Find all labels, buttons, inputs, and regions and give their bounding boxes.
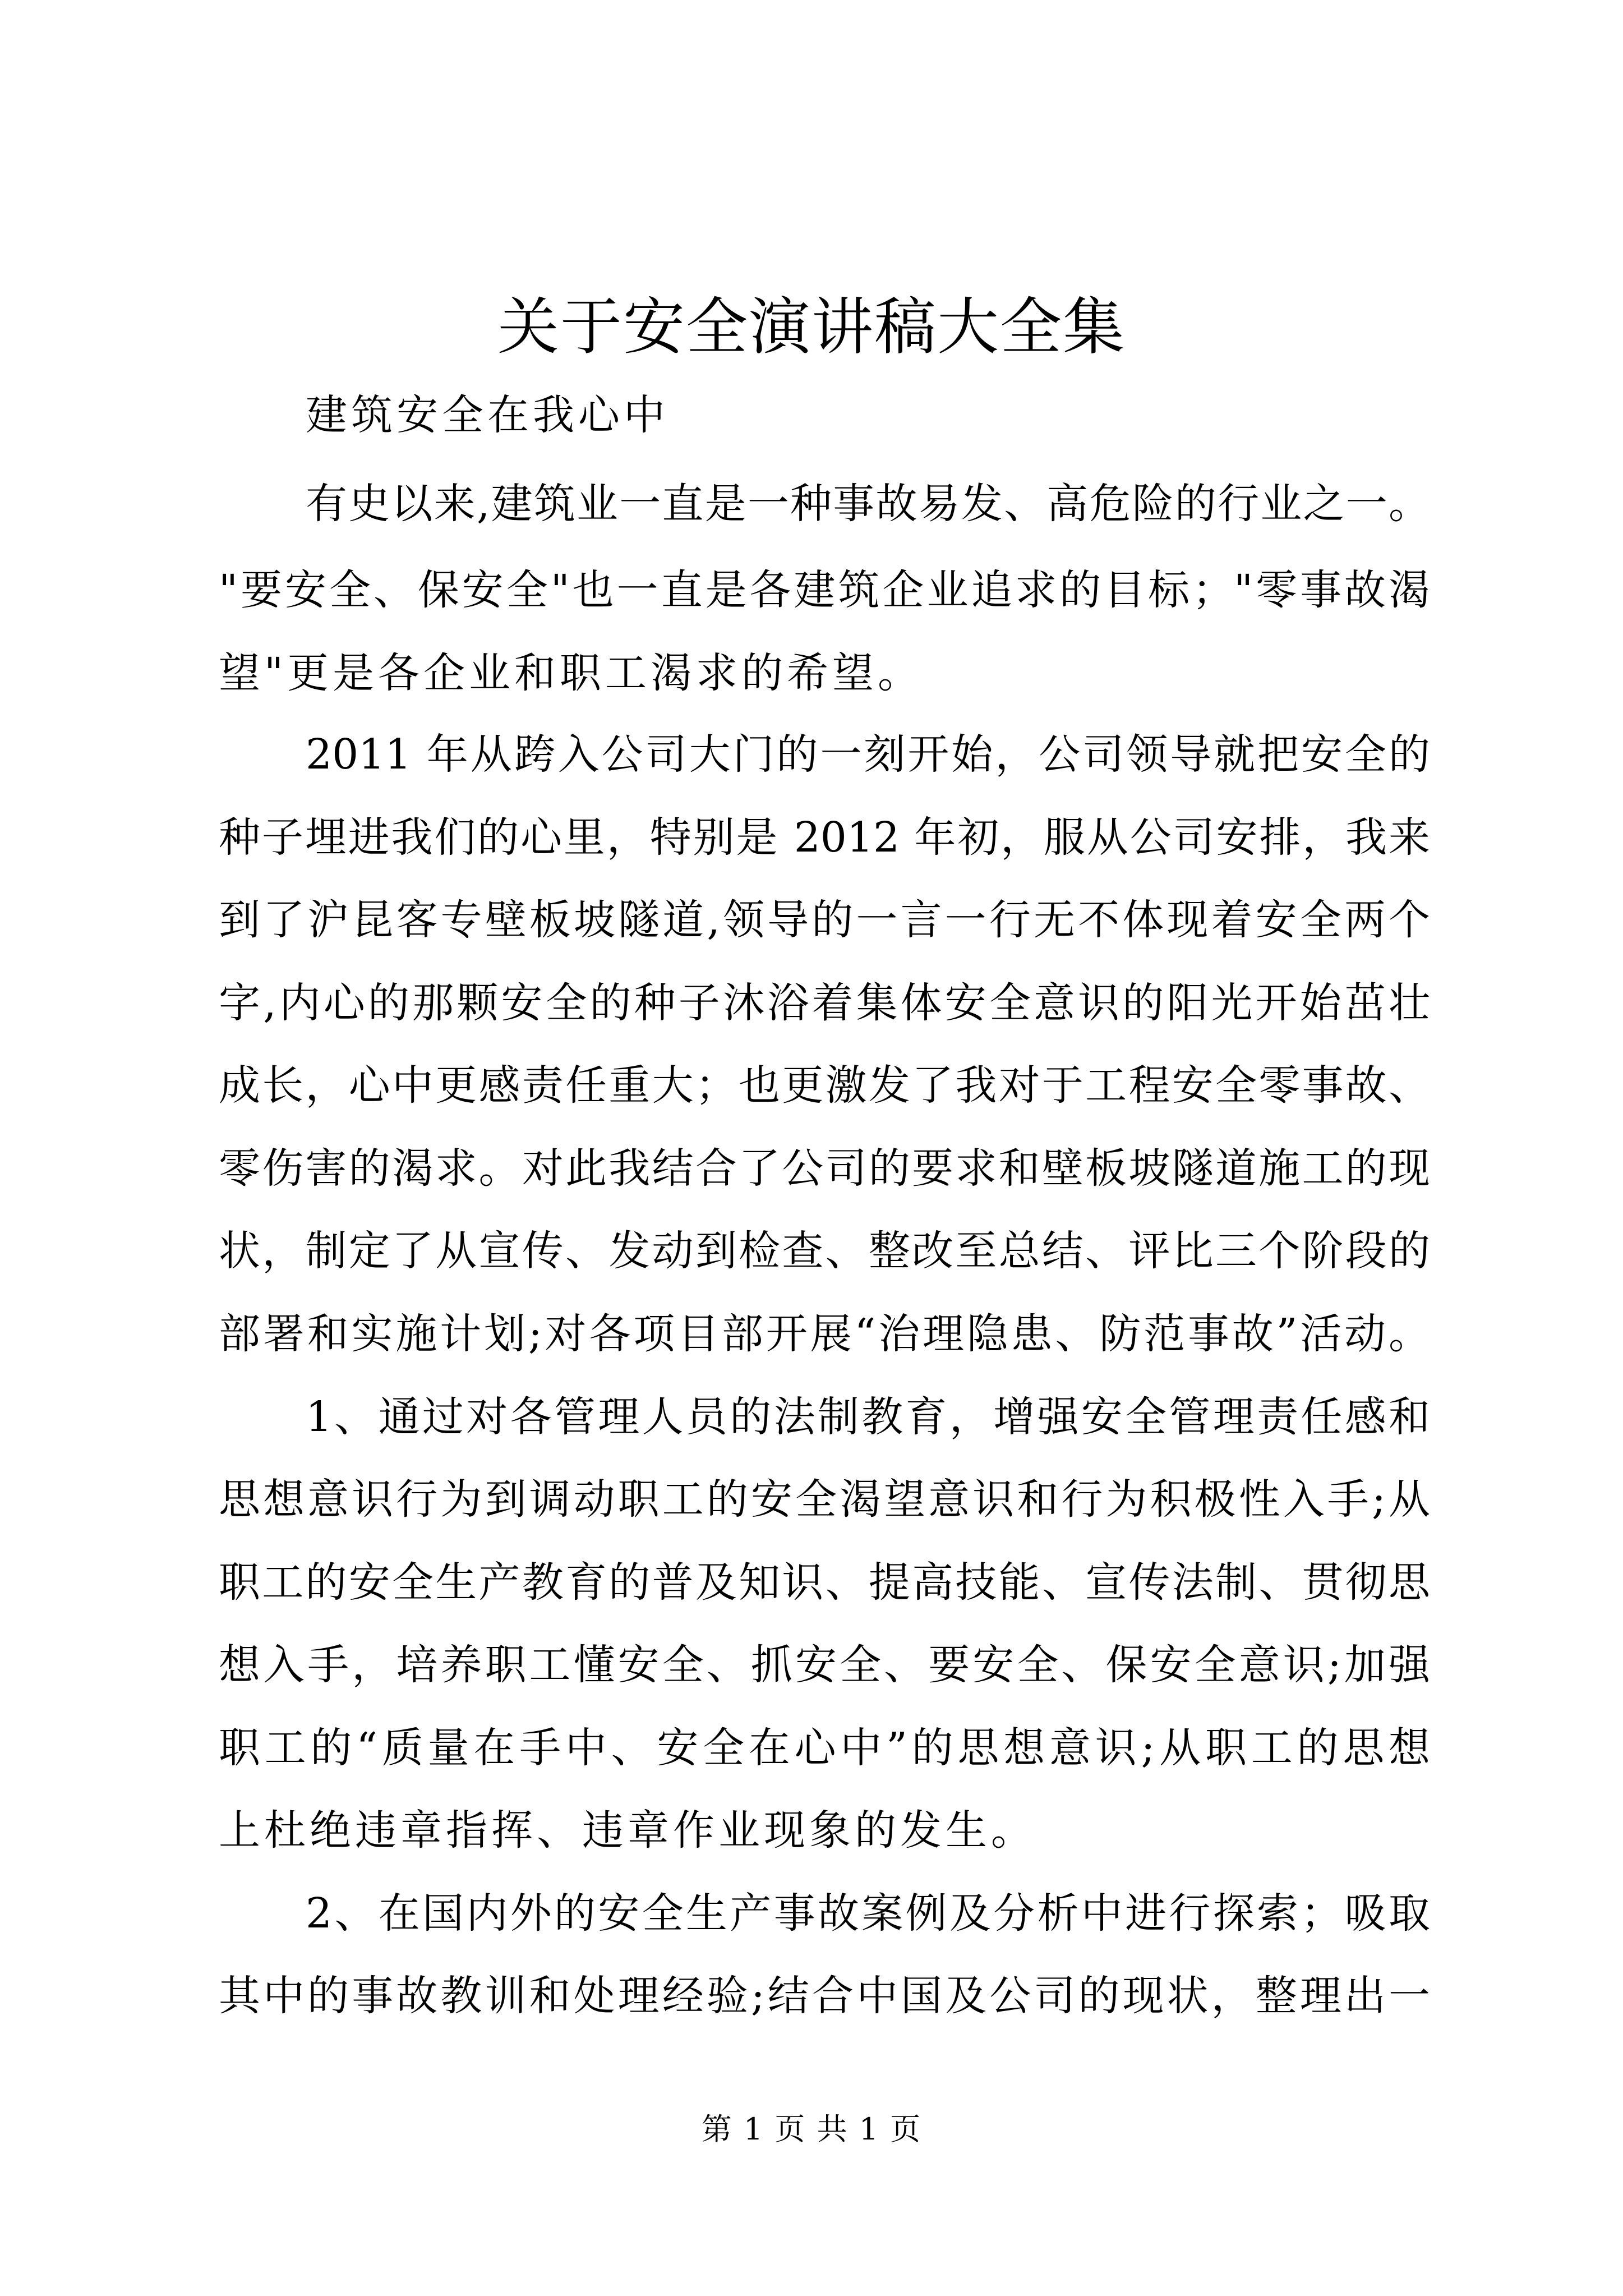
paragraph-line: 状，制定了从宣传、发动到检查、整改至总结、评比三个阶段的 xyxy=(219,1227,1430,1275)
paragraph-line: 种子埋进我们的心里，特别是 2012 年初，服从公司安排，我来 xyxy=(219,813,1430,862)
paragraph-line: 成长，心中更感责任重大；也更激发了我对于工程安全零事故、 xyxy=(219,1061,1430,1110)
paragraph-line: 上杜绝违章指挥、违章作业现象的发生。 xyxy=(219,1806,1036,1855)
paragraph-line: 到了沪昆客专壁板坡隧道,领导的一言一行无不体现着安全两个 xyxy=(219,896,1430,944)
page-footer: 第 1 页 共 1 页 xyxy=(701,2111,922,2147)
paragraph-line: 2、在国内外的安全生产事故案例及分析中进行探索；吸取 xyxy=(306,1889,1430,1938)
paragraph-line: 2011 年从跨入公司大门的一刻开始，公司领导就把安全的 xyxy=(306,730,1430,779)
paragraph-line: 字,内心的那颗安全的种子沐浴着集体安全意识的阳光开始茁壮 xyxy=(219,979,1430,1027)
paragraph-line: 1、通过对各管理人员的法制教育，增强安全管理责任感和 xyxy=(306,1393,1430,1441)
paragraph-line: "要安全、保安全"也一直是各建筑企业追求的目标；"零事故渴 xyxy=(219,566,1430,614)
document-title: 关于安全演讲稿大全集 xyxy=(497,291,1126,363)
paragraph-line: 望"更是各企业和职工渴求的希望。 xyxy=(219,649,924,697)
paragraph-line: 有史以来,建筑业一直是一种事故易发、高危险的行业之一。 xyxy=(306,480,1430,528)
paragraph-line: 职工的安全生产教育的普及知识、提高技能、宣传法制、贯彻思 xyxy=(219,1558,1430,1607)
paragraph-line: 思想意识行为到调动职工的安全渴望意识和行为积极性入手;从 xyxy=(219,1475,1430,1524)
paragraph-line: 职工的“质量在手中、安全在心中”的思想意识;从职工的思想 xyxy=(219,1724,1430,1772)
document-subtitle: 建筑安全在我心中 xyxy=(306,391,669,439)
paragraph-line: 其中的事故教训和处理经验;结合中国及公司的现状，整理出一 xyxy=(219,1972,1430,2020)
paragraph-line: 部署和实施计划;对各项目部开展“治理隐患、防范事故”活动。 xyxy=(219,1310,1430,1358)
paragraph-line: 零伤害的渴求。对此我结合了公司的要求和壁板坡隧道施工的现 xyxy=(219,1144,1430,1193)
paragraph-line: 想入手，培养职工懂安全、抓安全、要安全、保安全意识;加强 xyxy=(219,1641,1430,1689)
